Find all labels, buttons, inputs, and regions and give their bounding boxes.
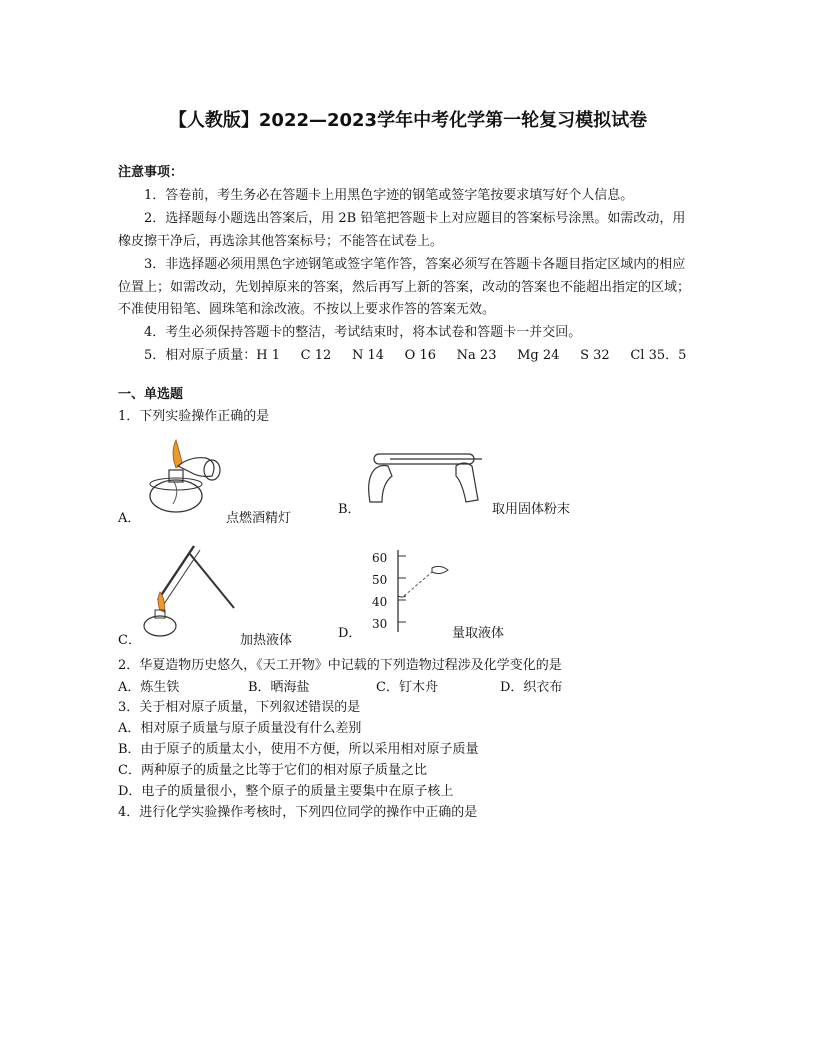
q1-option-a-caption: 点燃酒精灯 (226, 511, 292, 526)
q3-option-a: A．相对原子质量与原子质量没有什么差别 (118, 721, 362, 736)
cylinder-tick-30: 30 (372, 617, 388, 631)
q3-option-b: B．由于原子的质量太小，使用不方便，所以采用相对原子质量 (118, 742, 479, 757)
cylinder-tick-40: 40 (372, 595, 388, 609)
q1-option-b-letter: B． (338, 502, 361, 517)
q3-option-c: C．两种原子的质量之比等于它们的相对原子质量之比 (118, 763, 427, 778)
q1-option-c-letter: C． (118, 633, 141, 648)
q1-option-d-caption: 量取液体 (452, 626, 505, 641)
cylinder-tick-60: 60 (372, 551, 388, 565)
section-heading: 一、单选题 (118, 387, 184, 402)
q1-option-b-caption: 取用固体粉末 (492, 502, 571, 517)
page-title: 【人教版】2022—2023学年中考化学第一轮复习模拟试卷 (168, 110, 648, 131)
q3-stem: 3．关于相对原子质量，下列叙述错误的是 (118, 700, 361, 715)
q2-stem: 2．华夏造物历史悠久，《天工开物》中记载的下列造物过程涉及化学变化的是 (118, 658, 562, 673)
q3-option-d: D．电子的质量很小，整个原子的质量主要集中在原子核上 (118, 784, 454, 799)
alcohol-lamp-lighting-icon (140, 432, 230, 522)
cylinder-tick-50: 50 (372, 573, 388, 587)
q1-option-d-letter: D． (338, 626, 362, 641)
q2-option-d: D．织衣布 (500, 680, 563, 695)
notice-item-3: 3．非选择题必须用黑色字迹钢笔或签字笔作答，答案必须写在答题卡各题目指定区域内的相应位置上；如需改动，先划掉原来的答案，然后再写上新的答案，改动的答案也不能超出指定的区域；不准使用铅笔、圆珠笔和涂改液。不按以上要求作答的答案无效。 (118, 257, 691, 317)
heating-test-tube-icon (138, 540, 242, 640)
q2-option-a: A．炼生铁 (118, 680, 180, 695)
notice-item-5: 5．相对原子质量：H 1 C 12 N 14 O 16 Na 23 Mg 24 S 32 Cl 35．5 (144, 348, 687, 363)
notice-item-4: 4．考生必须保持答题卡的整洁，考试结束时，将本试卷和答题卡一并交回。 (144, 325, 582, 340)
q2-option-b: B．晒海盐 (248, 680, 310, 695)
q2-option-c: C．钉木舟 (376, 680, 438, 695)
q1-option-a-letter: A． (118, 511, 141, 526)
q1-option-c-caption: 加热液体 (240, 633, 293, 648)
notice-item-1: 1．答卷前，考生务必在答题卡上用黑色字迹的钢笔或签字笔按要求填写好个人信息。 (144, 188, 634, 203)
notice-heading: 注意事项： (118, 165, 184, 180)
q1-stem: 1．下列实验操作正确的是 (118, 409, 270, 424)
test-tube-spatula-icon (362, 440, 492, 510)
q4-stem: 4．进行化学实验操作考核时，下列四位同学的操作中正确的是 (118, 805, 478, 820)
notice-item-2: 2．选择题每小题选出答案后，用 2B 铅笔把答题卡上对应题目的答案标号涂黑。如需改动，用橡皮擦干净后，再选涂其他答案标号；不能答在试卷上。 (118, 211, 686, 249)
